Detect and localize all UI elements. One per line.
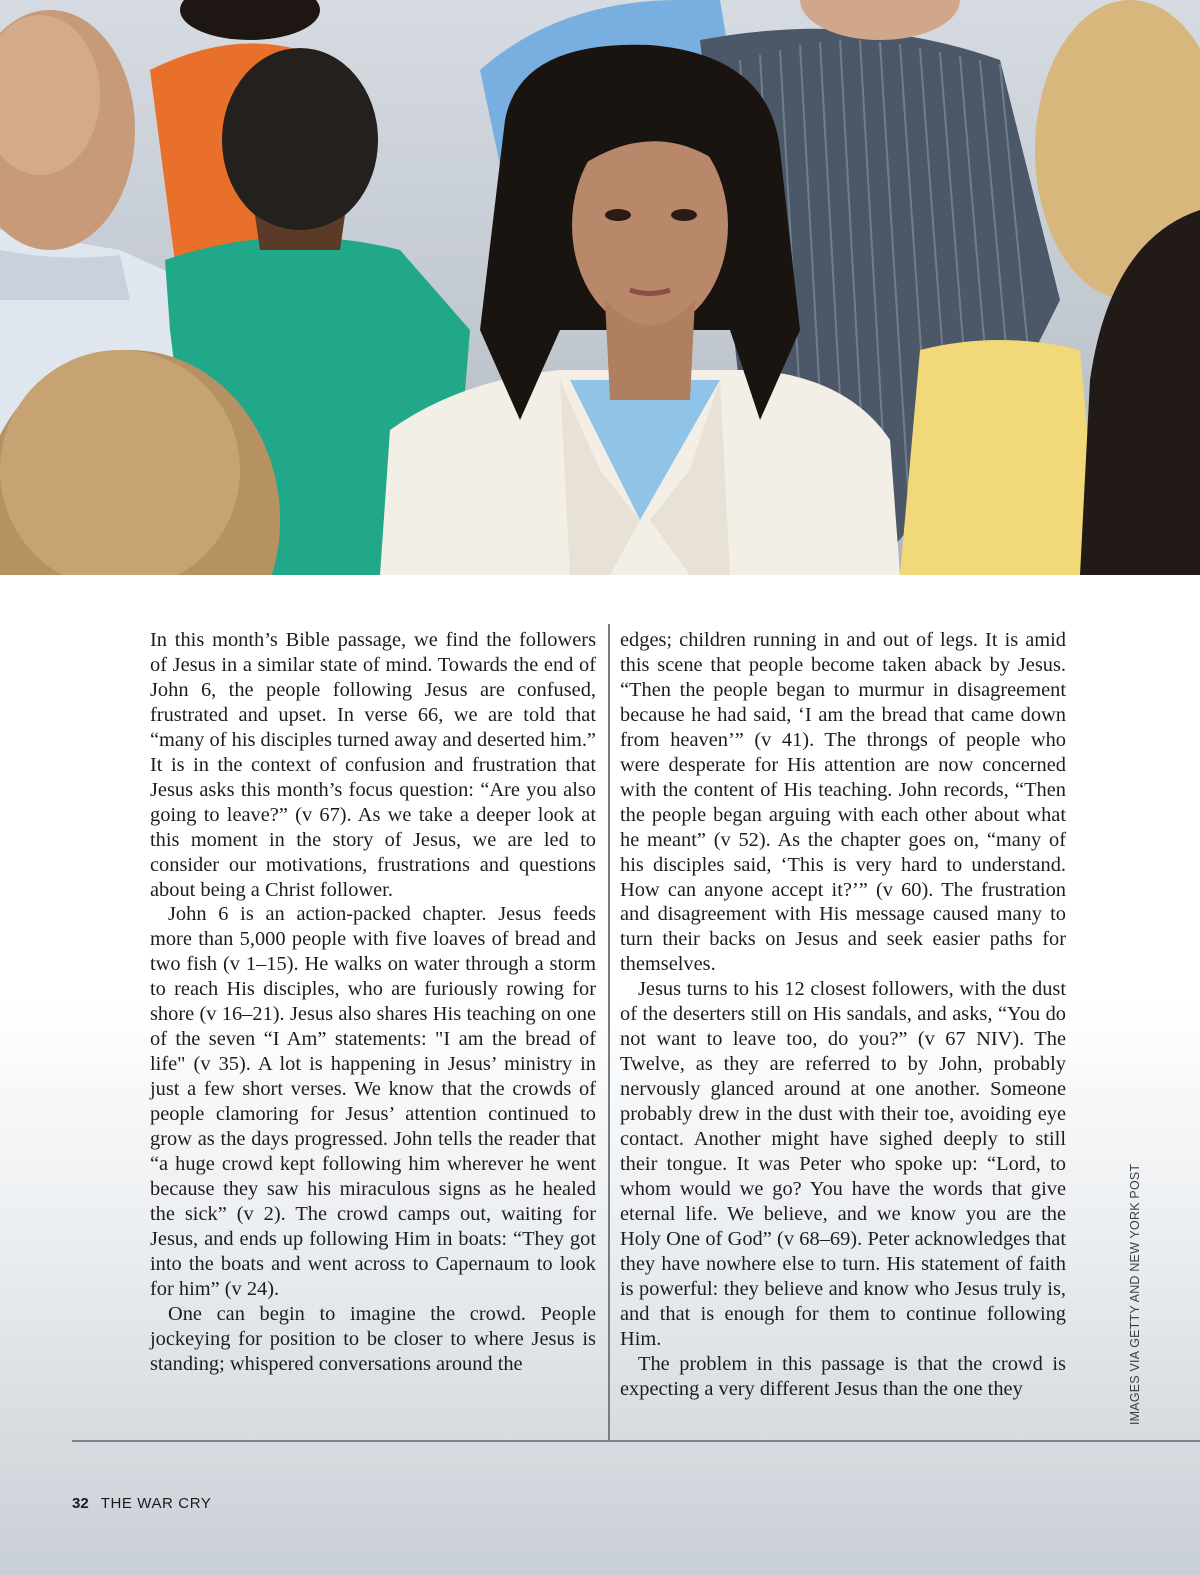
paragraph: edges; children running in and out of legs. It is amid this scene that people become taken aback by Jesus. “Then the people began to murmur in disagreement because he had said, ‘I am the bread that came down from heaven’” (v 41). The throngs of people who were desperate for His attention are now concerned with the content of His teaching. John records, “Then the people began arguing with each other about what he meant” (v 52). As the chapter goes on, “many of his disciples said, ‘This is very hard to understand. How can anyone accept it?’” (v 60). The frustration and disagreement with His message caused many to turn their backs on Jesus and seek easier paths for themselves. bbox=[620, 629, 1066, 976]
hero-photo bbox=[0, 0, 1200, 575]
magazine-name: THE WAR CRY bbox=[100, 1495, 212, 1512]
article-column-right bbox=[620, 628, 1066, 1402]
footer-rule bbox=[72, 1440, 1200, 1442]
paragraph: One can begin to imagine the crowd. People jockeying for position to be closer to where Jesus is standing; whispered conversations around the bbox=[150, 1302, 596, 1375]
image-credit: IMAGES VIA GETTY AND NEW YORK POST bbox=[1128, 1163, 1142, 1425]
column-divider bbox=[608, 624, 610, 1440]
paragraph: Jesus turns to his 12 closest followers, with the dust of the deserters still on His sandals, and asks, “You do not want to leave too, do you?” (v 67 NIV). The Twelve, as they are referred to by John, probably nervously glanced around at one another. Someone probably drew in the dust with their toe, avoiding eye contact. Another might have sighed deeply to still their tongue. It was Peter who spoke up: “Lord, to whom would we go? You have the words that give eternal life. We believe, and we know you are the Holy One of God” (v 68–69). Peter acknowledges that they have nowhere else to turn. His statement of faith is powerful: they believe and know who Jesus truly is, and that is enough for them to continue following Him. bbox=[620, 978, 1066, 1350]
article-column-left bbox=[150, 628, 596, 1377]
page-footer bbox=[72, 1495, 211, 1512]
paragraph: The problem in this passage is that the crowd is expecting a very different Jesus than the one they bbox=[620, 1352, 1066, 1400]
paragraph: In this month’s Bible passage, we find the followers of Jesus in a similar state of mind. Towards the end of John 6, the people following Jesus are confused, frustrated and upset. In verse 66, we are told that “many of his disciples turned away and deserted him.” It is in the context of confusion and frustration that Jesus asks this month’s focus question: “Are you also going to leave?” (v 67). As we take a deeper look at this moment in the story of Jesus, we are led to consider our motivations, frustrations and questions about being a Christ follower. bbox=[150, 629, 596, 901]
crowd-illustration bbox=[0, 0, 1200, 575]
paragraph: John 6 is an action-packed chapter. Jesus feeds more than 5,000 people with five loaves of bread and two fish (v 1–15). He walks on water through a storm to reach His disciples, who are furiously rowing for shore (v 16–21). Jesus also shares His teaching on one of the seven “I Am” statements: "I am the bread of life" (v 35). A lot is happening in Jesus’ ministry in just a few short verses. We know that the crowds of people clamoring for Jesus’ attention continued to grow as the days progressed. John tells the reader that “a huge crowd kept following him wherever he went because they saw his miraculous signs as he healed the sick” (v 2). The crowd camps out, waiting for Jesus, and ends up following Him in boats: “They got into the boats and went across to Capernaum to look for him” (v 24). bbox=[150, 903, 596, 1300]
page-number: 32 bbox=[72, 1495, 89, 1512]
